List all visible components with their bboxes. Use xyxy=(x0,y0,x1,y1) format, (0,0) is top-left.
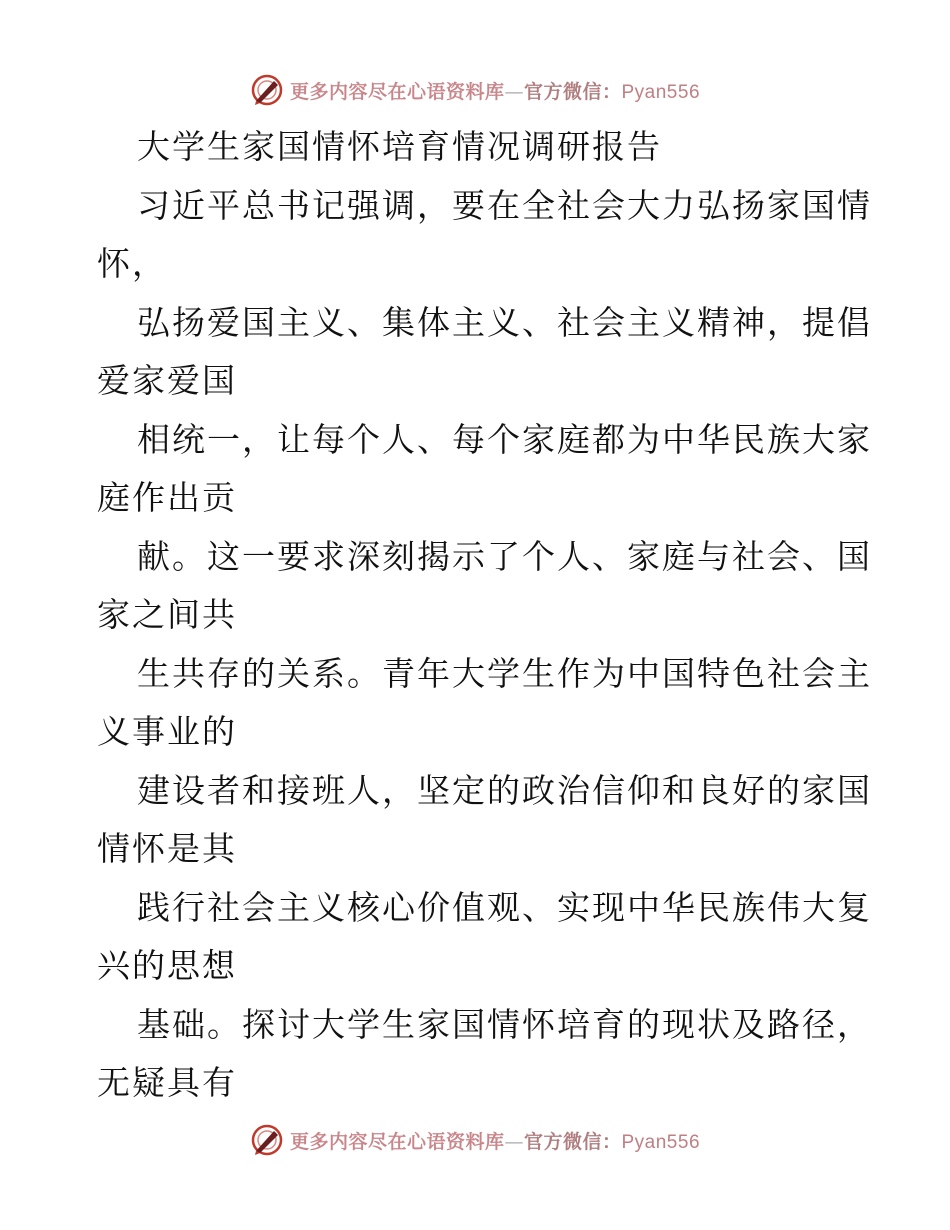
pen-logo-icon xyxy=(250,73,284,107)
header-banner-text xyxy=(290,77,700,104)
paragraph-line: 家之间共 xyxy=(97,595,237,634)
footer-separator: — xyxy=(504,1130,524,1153)
paragraph-line: 献。这一要求深刻揭示了个人、家庭与社会、国 xyxy=(137,536,872,576)
pen-logo-icon xyxy=(250,1123,284,1157)
paragraph-line: 情怀是其 xyxy=(97,829,237,868)
footer-wechat-label: 官方微信： xyxy=(523,1130,622,1153)
paragraph-line: 相统一，让每个人、每个家庭都为中华民族大家 xyxy=(137,419,872,459)
paragraph-line: 兴的思想 xyxy=(97,946,237,985)
document-body xyxy=(97,118,872,1113)
document-title: 大学生家国情怀培育情况调研报告 xyxy=(137,127,662,166)
paragraph-line: 义事业的 xyxy=(97,712,237,751)
header-separator: — xyxy=(504,80,524,103)
paragraph-line: 习近平总书记强调，要在全社会大力弘扬家国情 xyxy=(137,185,872,225)
paragraph-line: 爱家爱国 xyxy=(97,361,237,400)
header-wechat-label: 官方微信： xyxy=(523,80,622,103)
footer-site-text: 更多内容尽在心语资料库 xyxy=(289,1130,505,1153)
paragraph-line: 庭作出贡 xyxy=(97,478,237,517)
header-site-text: 更多内容尽在心语资料库 xyxy=(289,80,505,103)
paragraph-line: 建设者和接班人，坚定的政治信仰和良好的家国 xyxy=(137,770,872,810)
paragraph-line: 基础。探讨大学生家国情怀培育的现状及路径， xyxy=(137,1004,872,1044)
header-wechat-id: Pyan556 xyxy=(621,81,701,103)
paragraph-line: 践行社会主义核心价值观、实现中华民族伟大复 xyxy=(137,887,872,927)
header-banner xyxy=(0,72,950,108)
footer-wechat-id: Pyan556 xyxy=(621,1131,701,1153)
footer-banner xyxy=(0,1122,950,1158)
paragraph-line: 怀， xyxy=(97,244,167,283)
footer-banner-text xyxy=(290,1127,700,1154)
paragraph-line: 无疑具有 xyxy=(97,1063,237,1102)
paragraph-line: 生共存的关系。青年大学生作为中国特色社会主 xyxy=(137,653,872,693)
paragraph-line: 弘扬爱国主义、集体主义、社会主义精神，提倡 xyxy=(137,302,872,342)
